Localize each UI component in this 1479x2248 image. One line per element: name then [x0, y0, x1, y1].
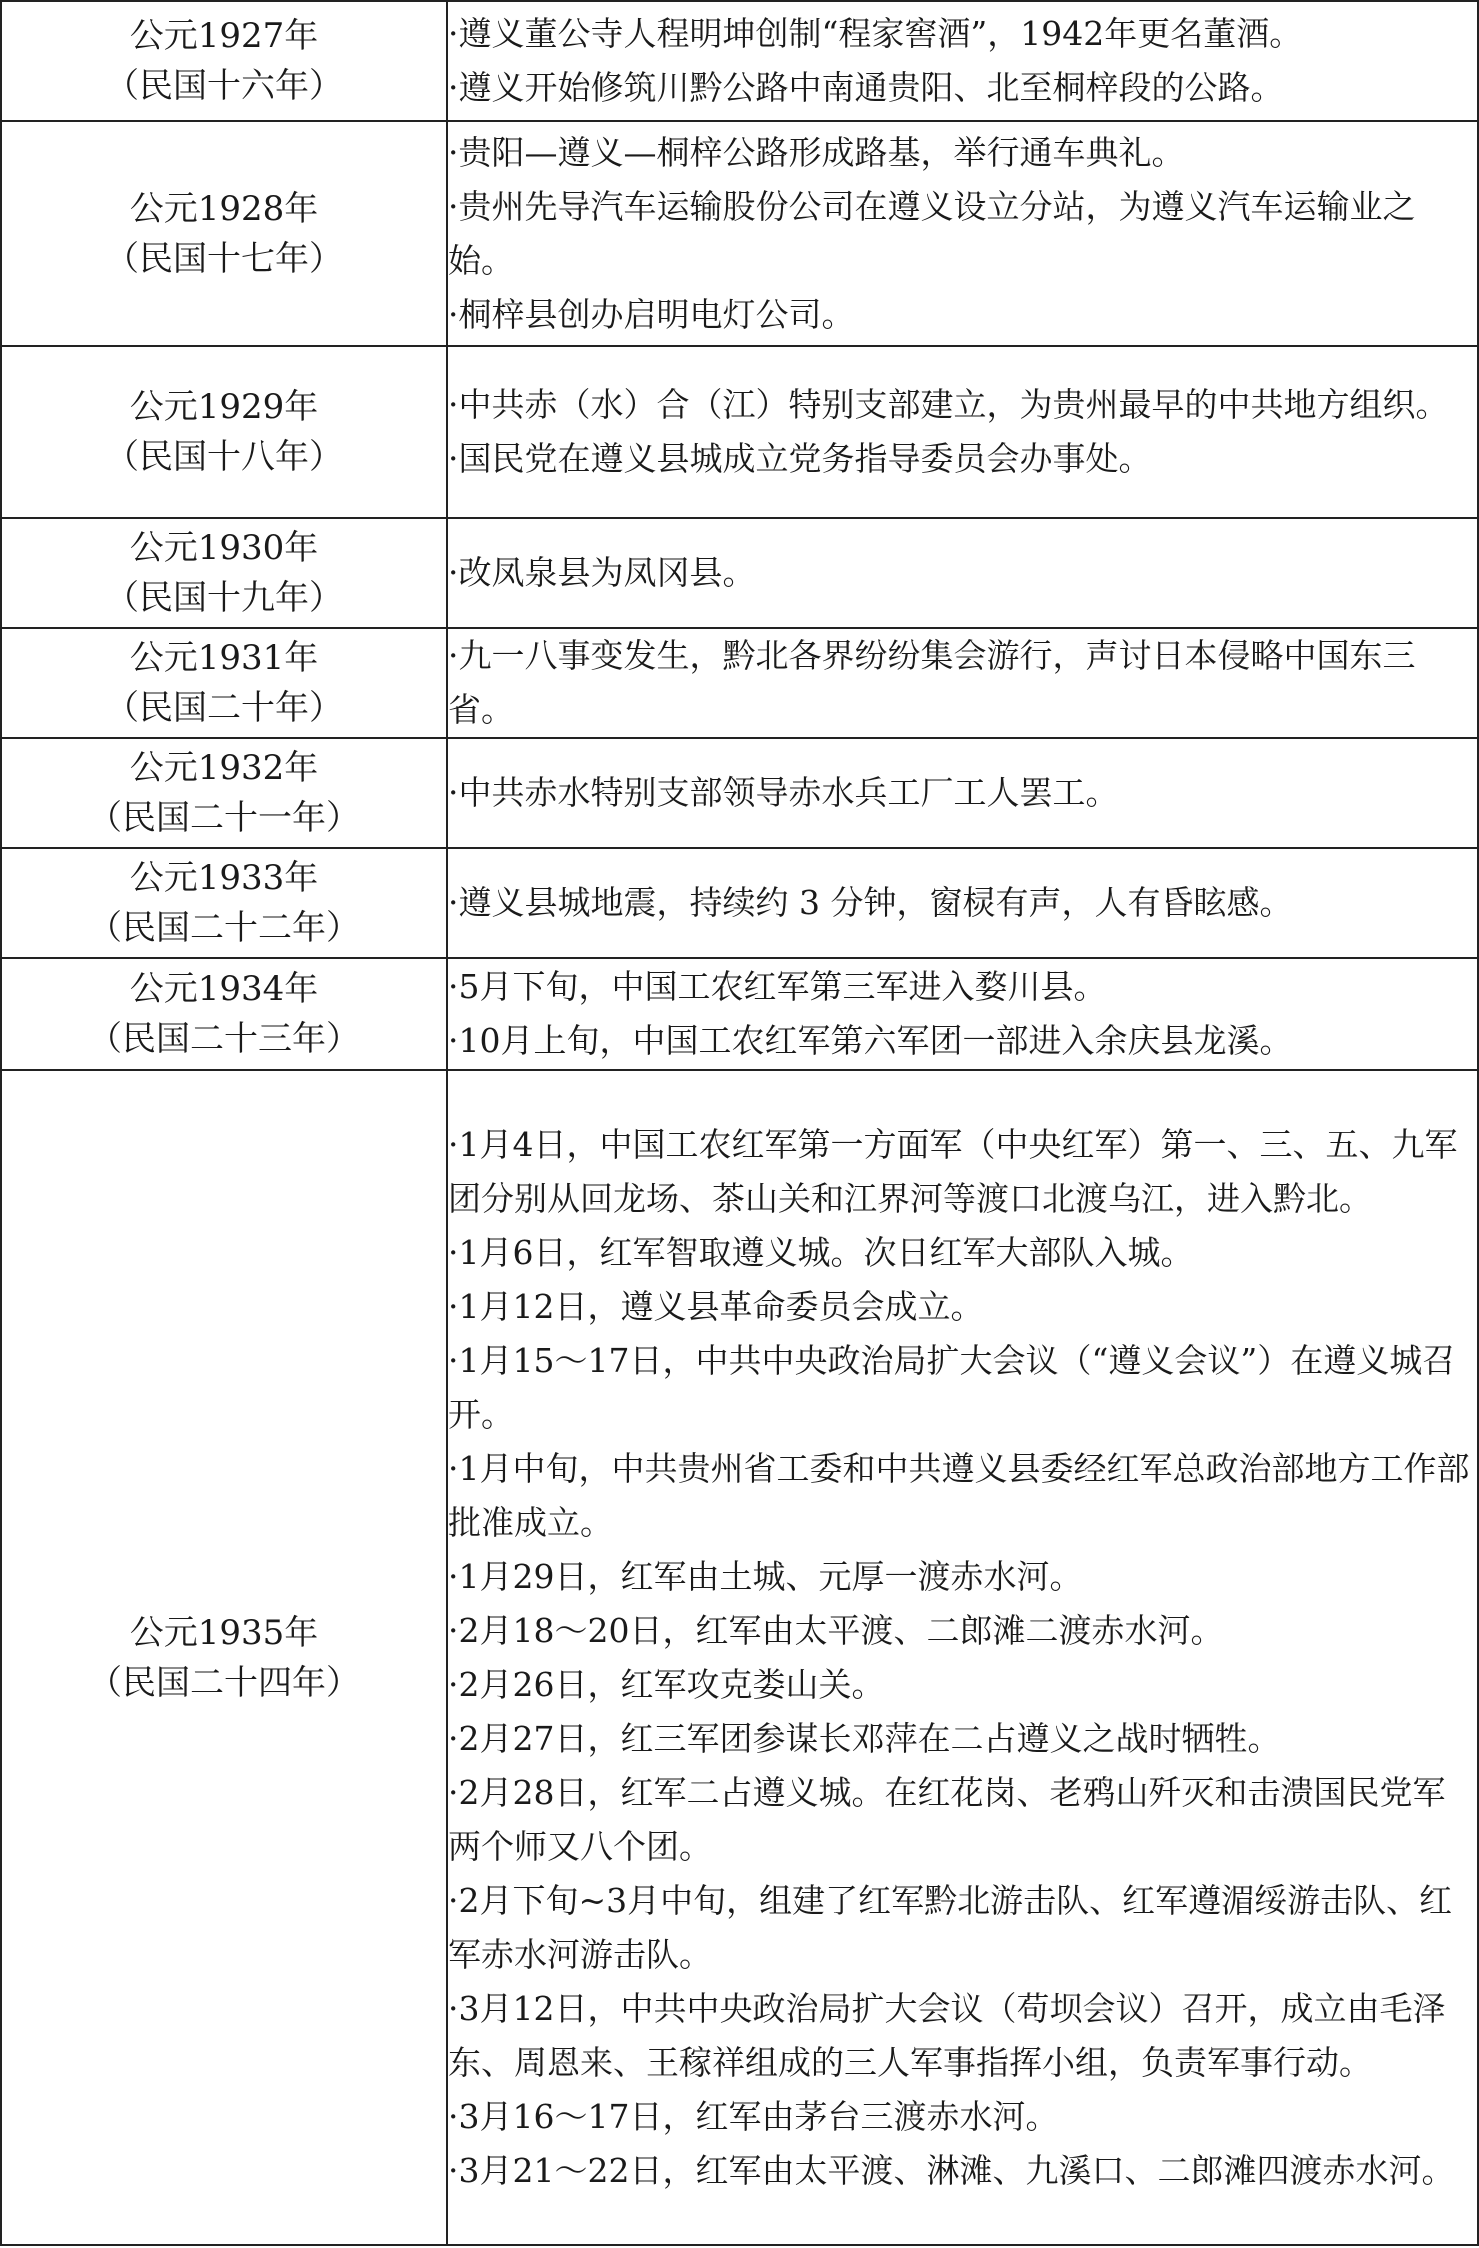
year-cell [1, 518, 447, 628]
event-item: ·国民党在遵义县城成立党务指导委员会办事处。 [448, 439, 1152, 478]
year-label: 公元1932年 [129, 748, 319, 788]
era-label: （民国二十一年） [88, 798, 360, 838]
event-item: ·3月16～17日，红军由茅台三渡赤水河。 [448, 2096, 1059, 2136]
year-label: 公元1935年 [129, 1612, 319, 1653]
table-row [1, 1070, 1478, 2245]
era-label: （民国十六年） [105, 66, 343, 106]
event-item: ·遵义县城地震，持续约 3 分钟，窗棂有声，人有昏眩感。 [448, 883, 1293, 922]
year-label: 公元1930年 [129, 528, 319, 568]
event-item: ·中共赤（水）合（江）特别支部建立，为贵州最早的中共地方组织。 [448, 385, 1449, 424]
event-item: ·2月18～20日，红军由太平渡、二郎滩二渡赤水河。 [448, 1610, 1224, 1650]
era-label: （民国十七年） [105, 238, 343, 279]
event-item: ·1月6日，红军智取遵义城。次日红军大部队入城。 [448, 1232, 1194, 1272]
event-item: ·1月4日，中国工农红军第一方面军（中央红军）第一、三、五、九军团分别从回龙场、茶山关和江界河等渡口北渡乌江，进入黔北。 [448, 1124, 1458, 1218]
event-item: ·1月12日，遵义县革命委员会成立。 [448, 1286, 984, 1326]
event-item: ·桐梓县创办启明电灯公司。 [448, 294, 855, 334]
year-cell [1, 958, 447, 1070]
era-label: （民国二十年） [105, 688, 343, 728]
event-item: ·2月下旬~3月中旬，组建了红军黔北游击队、红军遵湄绥游击队、红军赤水河游击队。 [448, 1880, 1453, 1974]
event-item: ·1月中旬，中共贵州省工委和中共遵义县委经红军总政治部地方工作部批准成立。 [448, 1448, 1470, 1542]
event-cell [447, 121, 1478, 346]
event-item: ·贵阳—遵义—桐梓公路形成路基，举行通车典礼。 [448, 132, 1185, 172]
era-label: （民国二十三年） [88, 1019, 360, 1059]
event-item: ·5月下旬，中国工农红军第三军进入婺川县。 [448, 967, 1107, 1006]
event-cell [447, 628, 1478, 738]
year-cell [1, 121, 447, 346]
event-item: ·贵州先导汽车运输股份公司在遵义设立分站，为遵义汽车运输业之始。 [448, 186, 1416, 280]
table-row [1, 518, 1478, 628]
event-item: ·1月15～17日，中共中央政治局扩大会议（“遵义会议”）在遵义城召开。 [448, 1340, 1456, 1434]
year-cell [1, 346, 447, 518]
event-cell [447, 518, 1478, 628]
year-label: 公元1933年 [129, 858, 319, 898]
event-item: ·2月28日，红军二占遵义城。在红花岗、老鸦山歼灭和击溃国民党军两个师又八个团。 [448, 1772, 1446, 1866]
event-cell [447, 848, 1478, 958]
event-item: ·2月26日，红军攻克娄山关。 [448, 1664, 885, 1704]
event-item: ·3月21～22日，红军由太平渡、淋滩、九溪口、二郎滩四渡赤水河。 [448, 2150, 1455, 2190]
year-cell [1, 848, 447, 958]
era-label: （民国十九年） [105, 578, 343, 618]
event-cell [447, 346, 1478, 518]
table-row [1, 1, 1478, 121]
event-item: ·中共赤水特别支部领导赤水兵工厂工人罢工。 [448, 773, 1119, 812]
event-item: ·遵义开始修筑川黔公路中南通贵阳、北至桐梓段的公路。 [448, 68, 1284, 107]
year-cell [1, 628, 447, 738]
event-item: ·3月12日，中共中央政治局扩大会议（苟坝会议）召开，成立由毛泽东、周恩来、王稼祥组成的三人军事指挥小组，负责军事行动。 [448, 1988, 1446, 2082]
table-row [1, 121, 1478, 346]
event-cell [447, 1070, 1478, 2245]
event-cell [447, 738, 1478, 848]
year-label: 公元1928年 [129, 188, 319, 229]
table-row [1, 628, 1478, 738]
year-label: 公元1931年 [129, 638, 319, 678]
year-label: 公元1934年 [129, 969, 319, 1009]
event-item: ·改凤泉县为凤冈县。 [448, 553, 756, 592]
event-cell [447, 958, 1478, 1070]
event-item: ·遵义董公寺人程明坤创制“程家窖酒”，1942年更名董酒。 [448, 14, 1303, 53]
table-row [1, 848, 1478, 958]
year-label: 公元1927年 [129, 16, 319, 56]
table-row [1, 958, 1478, 1070]
year-cell [1, 1, 447, 121]
event-item: ·2月27日，红三军团参谋长邓萍在二占遵义之战时牺牲。 [448, 1718, 1281, 1758]
year-cell [1, 1070, 447, 2245]
year-label: 公元1929年 [129, 387, 319, 427]
event-item: ·九一八事变发生，黔北各界纷纷集会游行，声讨日本侵略中国东三省。 [448, 636, 1416, 729]
table-row [1, 346, 1478, 518]
event-item: ·10月上旬，中国工农红军第六军团一部进入余庆县龙溪。 [448, 1021, 1293, 1060]
event-item: ·1月29日，红军由土城、元厚一渡赤水河。 [448, 1556, 1083, 1596]
era-label: （民国二十四年） [88, 1662, 360, 1703]
event-cell [447, 1, 1478, 121]
table-row [1, 738, 1478, 848]
era-label: （民国二十二年） [88, 908, 360, 948]
era-label: （民国十八年） [105, 437, 343, 477]
year-cell [1, 738, 447, 848]
